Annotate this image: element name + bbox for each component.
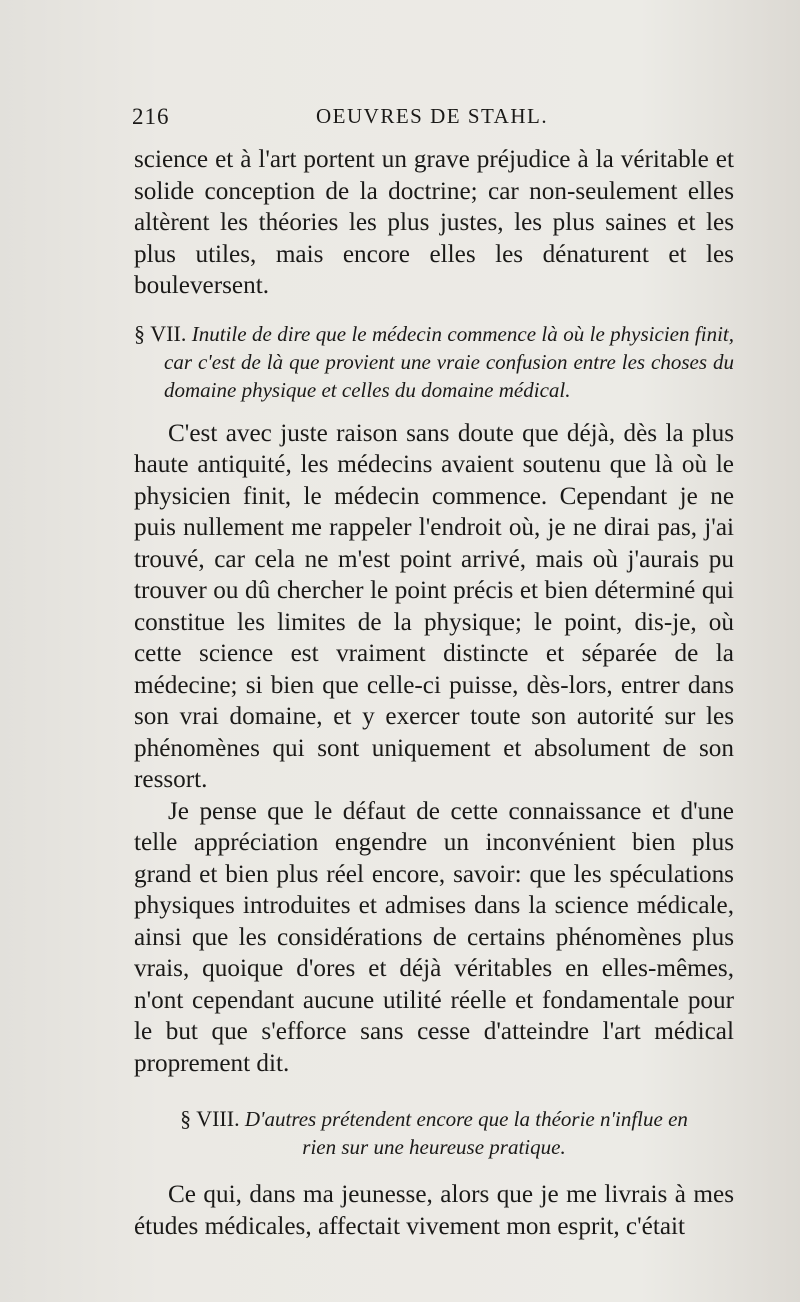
section-title-line-1: D'autres prétendent encore que la théorie n'influe en (244, 1107, 688, 1131)
paragraph: Je pense que le défaut de cette connaissance et d'une telle appréciation engendre un inconvénient bien plus grand et bien plus réel encore, savoir: que les spéculations physiques introduites et admises dans la science médicale, ainsi que les considérations de certains phénomènes plus vrais, quoique d'ores et déjà véritables en elles-mêmes, n'ont cependant aucune utilité réelle et fondamentale pour le but que s'efforce sans cesse d'atteindre l'art médical proprement dit. (134, 797, 734, 1077)
section-title-line-2: rien sur une heureuse pratique. (302, 1135, 566, 1159)
section-heading-8 (134, 1105, 734, 1161)
running-title: OEUVRES DE STAHL. (316, 104, 549, 128)
page-number: 216 (132, 104, 170, 129)
paragraph: Ce qui, dans ma jeunesse, alors que je me livrais à mes études médicales, affectait vivement mon esprit, c'était (134, 1181, 734, 1240)
paragraph: C'est avec juste raison sans doute que déjà, dès la plus haute antiquité, les médecins avaient soutenu que là où le physicien finit, le médecin commence. Cependant je ne puis nullement me rappeler l'endroit où, je ne dirai pas, j'ai trouvé, car cela ne m'est point arrivé, mais où j'aurais pu trouver ou dû chercher le point précis et bien déterminé qui constitue les limites de la physique; le point, dis-je, où cette science est vraiment distincte et séparée de la médecine; si bien que celle-ci puisse, dès-lors, entrer dans son vrai domaine, et y exercer toute son autorité sur les phénomènes qui sont uniquement et absolument de son ressort. (134, 419, 734, 793)
section-number: § VII. (134, 320, 187, 346)
section-number: § VIII. (180, 1106, 240, 1131)
page-header (132, 104, 732, 138)
page-body (134, 144, 734, 1242)
section-title: Inutile de dire que le médecin commence là où le physicien finit, car c'est de là que provient une vraie confusion entre les choses du domaine physique et celles du domaine médical. (164, 321, 734, 402)
section-heading-7 (134, 320, 734, 404)
paragraph-continuation: science et à l'art portent un grave préjudice à la véritable et solide conception de la doctrine; car non-seulement elles altèrent les théories les plus justes, les plus saines et les plus utiles, mais encore elles les dénaturent et les bouleversent. (134, 146, 734, 299)
